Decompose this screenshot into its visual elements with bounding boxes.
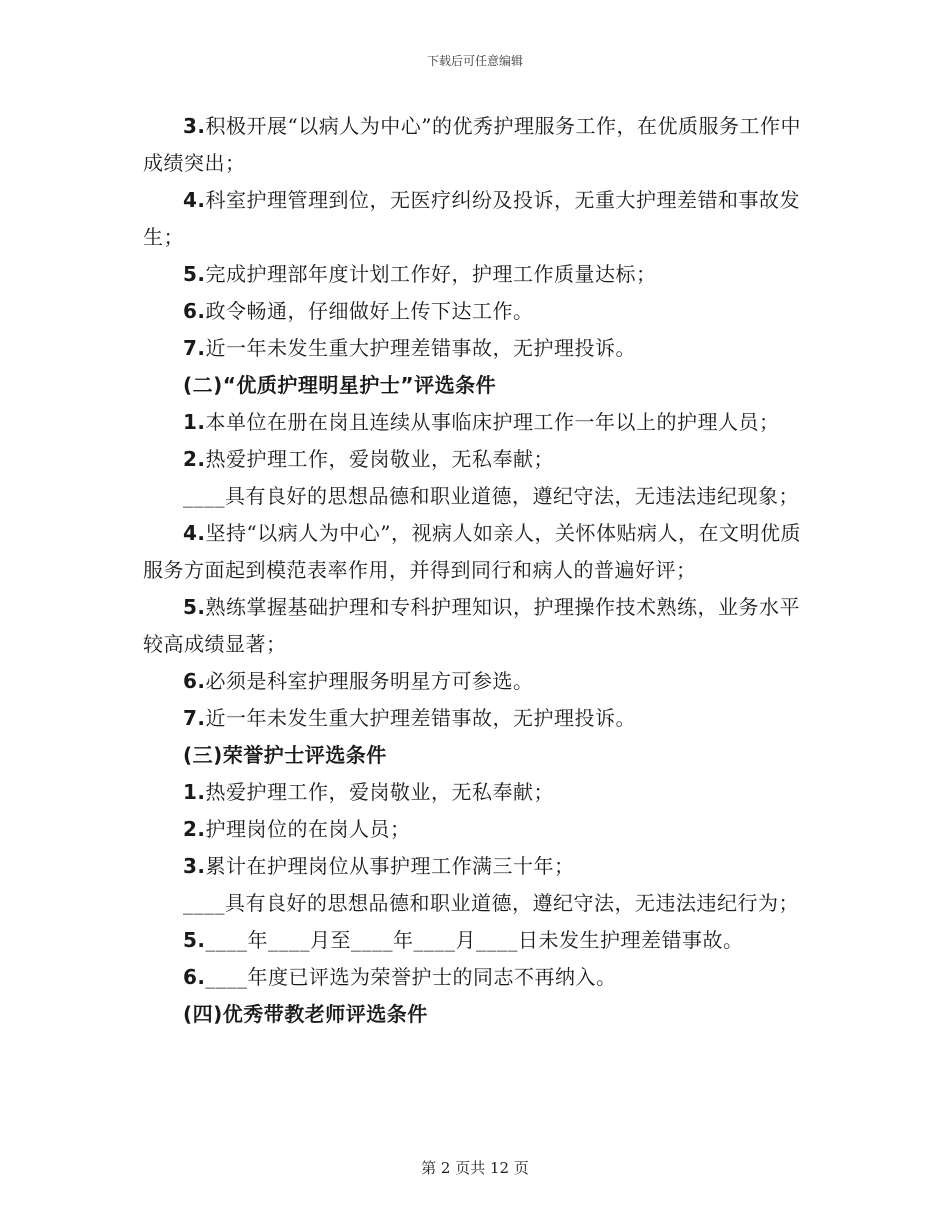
paragraph-text: 近一年未发生重大护理差错事故，无护理投诉。	[205, 336, 637, 360]
item-number: 6.	[183, 299, 206, 323]
paragraph-text: 热爱护理工作，爱岗敬业，无私奉献；	[205, 780, 555, 804]
paragraph-item-1	[143, 774, 808, 811]
paragraph-text: 科室护理管理到位，无医疗纠纷及投诉，无重大护理差错和事故发生；	[143, 188, 801, 249]
page-header: 下载后可任意编辑	[426, 54, 523, 68]
item-number: 7.	[183, 706, 206, 730]
item-number: 7.	[183, 336, 206, 360]
item-number: 4.	[183, 521, 206, 545]
paragraph-text: 近一年未发生重大护理差错事故，无护理投诉。	[205, 706, 637, 730]
item-number: 5.	[183, 928, 206, 952]
paragraph-text: 完成护理部年度计划工作好，护理工作质量达标；	[205, 262, 657, 286]
paragraph-text: 护理岗位的在岗人员；	[205, 817, 411, 841]
item-number: 2.	[183, 447, 206, 471]
paragraph-item-6	[143, 663, 808, 700]
paragraph-text: 坚持“以病人为中心”，视病人如亲人，关怀体贴病人，在文明优质服务方面起到模范表率作用，并得到同行和病人的普遍好评；	[143, 521, 801, 582]
item-number: 5.	[183, 595, 206, 619]
paragraph-text: ____具有良好的思想品德和职业道德，遵纪守法，无违法违纪行为；	[183, 891, 799, 915]
paragraph-item-blank	[143, 885, 808, 922]
paragraph-item-7	[143, 700, 808, 737]
paragraph-item-blank	[143, 478, 808, 515]
paragraph-item-3	[143, 848, 808, 885]
paragraph-text: 本单位在册在岗且连续从事临床护理工作一年以上的护理人员；	[205, 410, 780, 434]
item-number: 1.	[183, 780, 206, 804]
paragraph-text: ____年度已评选为荣誉护士的同志不再纳入。	[205, 965, 617, 989]
paragraph-item-5	[143, 922, 808, 959]
paragraph-text: 熟练掌握基础护理和专科护理知识，护理操作技术熟练，业务水平较高成绩显著；	[143, 595, 801, 656]
item-number: 4.	[183, 188, 206, 212]
paragraph-text: ____年____月至____年____月____日未发生护理差错事故。	[205, 928, 744, 952]
paragraph-text: 必须是科室护理服务明星方可参选。	[205, 669, 534, 693]
paragraph-item-3	[143, 108, 808, 182]
item-number: 6.	[183, 669, 206, 693]
paragraph-item-2	[143, 441, 808, 478]
item-number: 3.	[183, 114, 206, 138]
item-number: 2.	[183, 817, 206, 841]
paragraph-item-7	[143, 330, 808, 367]
page-footer: 第 2 页共 12 页	[421, 1159, 529, 1177]
paragraph-item-6	[143, 293, 808, 330]
paragraph-item-6	[143, 959, 808, 996]
paragraph-item-1	[143, 404, 808, 441]
paragraph-item-4	[143, 182, 808, 256]
item-number: 3.	[183, 854, 206, 878]
paragraph-item-5	[143, 256, 808, 293]
section-heading-2: (二)“优质护理明星护士”评选条件	[183, 373, 497, 397]
paragraph-item-2	[143, 811, 808, 848]
paragraph-text: 累计在护理岗位从事护理工作满三十年；	[205, 854, 575, 878]
paragraph-text: 政令畅通，仔细做好上传下达工作。	[205, 299, 534, 323]
paragraph-text: 积极开展“以病人为中心”的优秀护理服务工作，在优质服务工作中成绩突出；	[143, 114, 801, 175]
paragraph-item-4	[143, 515, 808, 589]
paragraph-text: 热爱护理工作，爱岗敬业，无私奉献；	[205, 447, 555, 471]
item-number: 1.	[183, 410, 206, 434]
paragraph-item-5	[143, 589, 808, 663]
section-heading-3: (三)荣誉护士评选条件	[183, 743, 387, 767]
item-number: 6.	[183, 965, 206, 989]
paragraph-text: ____具有良好的思想品德和职业道德，遵纪守法，无违法违纪现象；	[183, 484, 799, 508]
section-heading-4: (四)优秀带教老师评选条件	[183, 1002, 428, 1026]
document-body	[143, 108, 808, 1033]
item-number: 5.	[183, 262, 206, 286]
